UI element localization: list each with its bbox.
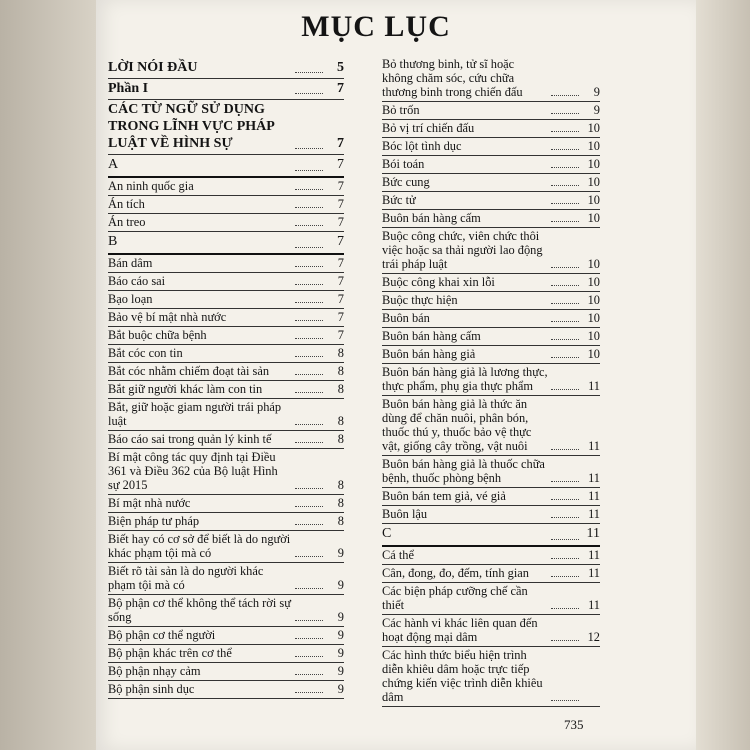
toc-leader-dots bbox=[551, 113, 579, 114]
toc-leader-dots bbox=[551, 149, 579, 150]
toc-leader-dots bbox=[551, 700, 579, 701]
scan-right-margin bbox=[690, 0, 750, 750]
toc-leader-dots bbox=[295, 656, 323, 657]
toc-entry bbox=[108, 345, 344, 363]
toc-leader-dots bbox=[551, 221, 579, 222]
toc-entry bbox=[108, 563, 344, 595]
toc-entry bbox=[108, 531, 344, 563]
toc-leader-dots bbox=[551, 185, 579, 186]
toc-entry bbox=[108, 291, 344, 309]
toc-entry-page: 7 bbox=[337, 256, 344, 270]
toc-leader-dots bbox=[551, 321, 579, 322]
toc-entry-page: 7 bbox=[337, 292, 344, 306]
toc-entry bbox=[382, 274, 600, 292]
toc-leader-dots bbox=[551, 608, 579, 609]
toc-leader-dots bbox=[295, 374, 323, 375]
toc-entry-page: 7 bbox=[337, 215, 344, 229]
toc-entry-page: 10 bbox=[587, 121, 600, 135]
toc-entry bbox=[382, 292, 600, 310]
toc-entry bbox=[382, 488, 600, 506]
toc-entry-title: Biện pháp tư pháp bbox=[108, 514, 200, 528]
toc-entry-page: 7 bbox=[337, 81, 344, 96]
toc-entry-title: Bộ phận sinh dục bbox=[108, 682, 195, 696]
toc-leader-dots bbox=[295, 266, 323, 267]
toc-leader-dots bbox=[295, 620, 323, 621]
toc-entry bbox=[108, 495, 344, 513]
toc-letter-heading bbox=[382, 524, 600, 547]
toc-entry bbox=[382, 328, 600, 346]
toc-leader-dots bbox=[551, 389, 579, 390]
toc-leader-dots bbox=[551, 558, 579, 559]
toc-entry-page: 8 bbox=[337, 478, 344, 492]
toc-entry bbox=[108, 363, 344, 381]
toc-leader-dots bbox=[551, 539, 579, 540]
toc-entry-page: 11 bbox=[588, 598, 600, 612]
book-page bbox=[96, 0, 696, 750]
toc-entry bbox=[382, 647, 600, 707]
toc-leader-dots bbox=[551, 303, 579, 304]
toc-entry bbox=[108, 681, 344, 699]
toc-leader-dots bbox=[295, 93, 323, 94]
toc-leader-dots bbox=[551, 167, 579, 168]
toc-entry-title: Buôn lậu bbox=[382, 507, 428, 521]
toc-leader-dots bbox=[551, 481, 579, 482]
toc-leader-dots bbox=[551, 640, 579, 641]
toc-leader-dots bbox=[551, 517, 579, 518]
toc-entry-title: Bắt cóc nhằm chiếm đoạt tài sản bbox=[108, 364, 270, 378]
toc-entry bbox=[108, 449, 344, 495]
toc-leader-dots bbox=[295, 284, 323, 285]
toc-entry bbox=[382, 138, 600, 156]
toc-entry-title: Buộc thực hiện bbox=[382, 293, 458, 307]
toc-entry bbox=[382, 506, 600, 524]
toc-entry bbox=[382, 56, 600, 102]
toc-entry-page: 7 bbox=[337, 157, 344, 172]
toc-entry-page: 7 bbox=[337, 234, 344, 249]
toc-entry-title: Cá thể bbox=[382, 548, 414, 562]
toc-entry bbox=[108, 381, 344, 399]
toc-entry bbox=[382, 615, 600, 647]
toc-entry-page: 11 bbox=[588, 548, 600, 562]
toc-entry bbox=[382, 156, 600, 174]
toc-entry-page: 9 bbox=[337, 628, 344, 642]
toc-entry-page: 10 bbox=[587, 211, 600, 225]
toc-entry-title: Bộ phận khác trên cơ thể bbox=[108, 646, 232, 660]
toc-entry bbox=[382, 310, 600, 328]
toc-entry-page: 9 bbox=[337, 646, 344, 660]
toc-entry-page: 10 bbox=[587, 329, 600, 343]
toc-entry-title: Bắt, giữ hoặc giam người trái pháp luật bbox=[108, 400, 282, 428]
page-title: MỤC LỤC bbox=[301, 10, 451, 43]
toc-entry bbox=[108, 513, 344, 531]
toc-entry-page: 11 bbox=[588, 379, 600, 393]
toc-entry-title: Buôn bán tem giả, vé giả bbox=[382, 489, 506, 503]
toc-leader-dots bbox=[295, 356, 323, 357]
page-number: 735 bbox=[564, 717, 584, 732]
toc-entry-title: Buôn bán hàng giả bbox=[382, 347, 476, 361]
toc-entry bbox=[382, 102, 600, 120]
toc-entry bbox=[382, 396, 600, 456]
toc-entry-page: 11 bbox=[588, 489, 600, 503]
toc-entry-page: 7 bbox=[337, 274, 344, 288]
toc-entry-title: Buôn bán hàng giả là lương thực, thực phẩm, phụ gia thực phẩm bbox=[382, 365, 548, 393]
toc-leader-dots bbox=[295, 338, 323, 339]
toc-entry bbox=[108, 214, 344, 232]
toc-entry-page: 11 bbox=[588, 471, 600, 485]
toc-entry-page: 7 bbox=[337, 179, 344, 193]
toc-entry bbox=[108, 309, 344, 327]
toc-entry-page: 10 bbox=[587, 175, 600, 189]
toc-leader-dots bbox=[551, 357, 579, 358]
toc-entry bbox=[382, 583, 600, 615]
toc-entry-page: 11 bbox=[588, 439, 600, 453]
toc-entry bbox=[382, 456, 600, 488]
toc-entry-title: B bbox=[108, 234, 118, 249]
toc-entry-title: Bạo loạn bbox=[108, 292, 153, 306]
toc-entry-title: Bức cung bbox=[382, 175, 430, 189]
toc-leader-dots bbox=[295, 556, 323, 557]
toc-entry-page: 8 bbox=[337, 514, 344, 528]
toc-entry-page: 9 bbox=[337, 578, 344, 592]
toc-leader-dots bbox=[551, 449, 579, 450]
toc-leader-dots bbox=[551, 95, 579, 96]
toc-entry bbox=[382, 346, 600, 364]
toc-entry-title: Bắt cóc con tin bbox=[108, 346, 183, 360]
toc-entry-title: Án tích bbox=[108, 197, 145, 211]
toc-entry-page: 8 bbox=[337, 382, 344, 396]
toc-leader-dots bbox=[551, 131, 579, 132]
toc-entry-page: 9 bbox=[593, 103, 600, 117]
toc-letter-heading bbox=[108, 155, 344, 178]
toc-entry-page: 8 bbox=[337, 414, 344, 428]
toc-entry-page: 5 bbox=[337, 60, 344, 75]
toc-leader-dots bbox=[295, 524, 323, 525]
toc-entry-title: Buôn bán hàng cấm bbox=[382, 329, 481, 343]
toc-entry-title: C bbox=[382, 526, 392, 541]
toc-entry-page: 10 bbox=[587, 311, 600, 325]
toc-leader-dots bbox=[295, 207, 323, 208]
toc-entry-title: A bbox=[108, 157, 119, 172]
toc-entry-title: Bắt buộc chữa bệnh bbox=[108, 328, 207, 342]
toc-entry-title: Bắt giữ người khác làm con tin bbox=[108, 382, 263, 396]
toc-entry-title: Buôn bán bbox=[382, 311, 430, 325]
toc-entry-title: Bỏ trốn bbox=[382, 103, 420, 117]
toc-entry bbox=[108, 100, 344, 155]
toc-entry-title: Bỏ vị trí chiến đấu bbox=[382, 121, 475, 135]
toc-leader-dots bbox=[295, 225, 323, 226]
toc-entry bbox=[382, 120, 600, 138]
toc-entry-title: Buôn bán hàng giả là thuốc chữa bệnh, thuốc phòng bệnh bbox=[382, 457, 545, 485]
toc-entry-page: 7 bbox=[337, 310, 344, 324]
toc-leader-dots bbox=[295, 72, 323, 73]
toc-entry-title: Bộ phận cơ thể người bbox=[108, 628, 216, 642]
toc-entry-page: 11 bbox=[588, 507, 600, 521]
toc-entry-title: Bức tử bbox=[382, 193, 416, 207]
toc-entry bbox=[108, 627, 344, 645]
toc-entry-title: Các hình thức biểu hiện trình diễn khiêu dâm hoặc trực tiếp chứng kiến việc trình diễn khiêu dâm bbox=[382, 648, 543, 704]
toc-entry-title: Bí mật công tác quy định tại Điều 361 và Điều 362 của Bộ luật Hình sự 2015 bbox=[108, 450, 278, 492]
toc-leader-dots bbox=[295, 424, 323, 425]
toc-entry-title: Phần I bbox=[108, 81, 149, 96]
toc-entry-title: Bói toán bbox=[382, 157, 425, 171]
toc-entry bbox=[108, 645, 344, 663]
toc-leader-dots bbox=[295, 148, 323, 149]
toc-entry-title: An ninh quốc gia bbox=[108, 179, 194, 193]
toc-entry-page: 9 bbox=[337, 546, 344, 560]
toc-leader-dots bbox=[295, 488, 323, 489]
toc-entry-title: LỜI NÓI ĐẦU bbox=[108, 60, 198, 75]
toc-entry-title: Buôn bán hàng giả là thức ăn dùng để chăn nuôi, phân bón, thuốc thú y, thuốc bảo vệ thực vật, giống cây trồng, vật nuôi bbox=[382, 397, 532, 453]
toc-entry-page: 10 bbox=[587, 193, 600, 207]
toc-left-column bbox=[108, 58, 344, 699]
toc-leader-dots bbox=[295, 506, 323, 507]
toc-entry-title: Bộ phận cơ thể không thể tách rời sự sống bbox=[108, 596, 291, 624]
toc-leader-dots bbox=[295, 320, 323, 321]
toc-entry-page: 8 bbox=[337, 346, 344, 360]
toc-entry-page: 11 bbox=[588, 566, 600, 580]
toc-leader-dots bbox=[295, 189, 323, 190]
toc-entry bbox=[108, 178, 344, 196]
toc-entry-title: Buộc công chức, viên chức thôi việc hoặc sa thải người lao động trái pháp luật bbox=[382, 229, 543, 271]
toc-leader-dots bbox=[295, 588, 323, 589]
toc-entry-title: Bảo vệ bí mật nhà nước bbox=[108, 310, 227, 324]
toc-leader-dots bbox=[295, 692, 323, 693]
toc-entry-title: Bóc lột tình dục bbox=[382, 139, 462, 153]
toc-leader-dots bbox=[295, 638, 323, 639]
scan-left-margin bbox=[0, 0, 96, 750]
toc-entry bbox=[382, 228, 600, 274]
toc-entry bbox=[108, 663, 344, 681]
toc-leader-dots bbox=[295, 674, 323, 675]
toc-entry bbox=[108, 431, 344, 449]
toc-entry-page: 9 bbox=[337, 664, 344, 678]
toc-entry-title: Biết hay có cơ sở để biết là do người khác phạm tội mà có bbox=[108, 532, 291, 560]
toc-entry-page: 10 bbox=[587, 257, 600, 271]
toc-entry bbox=[382, 174, 600, 192]
toc-entry-page: 10 bbox=[587, 275, 600, 289]
toc-entry bbox=[108, 255, 344, 273]
toc-entry-title: Bán dâm bbox=[108, 256, 153, 270]
toc-entry bbox=[108, 595, 344, 627]
toc-entry-page: 11 bbox=[586, 526, 600, 541]
toc-entry-title: Buộc công khai xin lỗi bbox=[382, 275, 495, 289]
toc-leader-dots bbox=[295, 247, 323, 248]
toc-entry-page: 9 bbox=[337, 610, 344, 624]
toc-entry-page: 10 bbox=[587, 347, 600, 361]
toc-entry bbox=[382, 565, 600, 583]
toc-entry-page: 10 bbox=[587, 293, 600, 307]
toc-entry bbox=[108, 327, 344, 345]
toc-leader-dots bbox=[295, 302, 323, 303]
toc-right-column bbox=[382, 56, 600, 707]
toc-entry-page: 7 bbox=[337, 328, 344, 342]
toc-entry bbox=[108, 273, 344, 291]
toc-entry bbox=[382, 210, 600, 228]
toc-leader-dots bbox=[551, 499, 579, 500]
toc-entry-title: Bộ phận nhạy cảm bbox=[108, 664, 201, 678]
toc-entry bbox=[382, 364, 600, 396]
toc-entry-title: Báo cáo sai trong quản lý kinh tế bbox=[108, 432, 272, 446]
toc-leader-dots bbox=[295, 442, 323, 443]
toc-leader-dots bbox=[551, 339, 579, 340]
toc-entry-title: Bỏ thương binh, tử sĩ hoặc không chăm sóc, cứu chữa thương binh trong chiến đấu bbox=[382, 57, 523, 99]
toc-entry bbox=[108, 196, 344, 214]
toc-entry-page: 9 bbox=[337, 682, 344, 696]
toc-entry-page: 7 bbox=[337, 136, 344, 151]
toc-entry-title: Án treo bbox=[108, 215, 146, 229]
toc-leader-dots bbox=[551, 203, 579, 204]
toc-leader-dots bbox=[295, 392, 323, 393]
toc-entry-title: Các biện pháp cưỡng chế cần thiết bbox=[382, 584, 528, 612]
toc-entry-page: 7 bbox=[337, 197, 344, 211]
toc-leader-dots bbox=[551, 285, 579, 286]
toc-entry bbox=[382, 547, 600, 565]
toc-entry-title: Biết rõ tài sản là do người khác phạm tội mà có bbox=[108, 564, 264, 592]
toc-entry-page: 8 bbox=[337, 496, 344, 510]
toc-entry-title: Các hành vi khác liên quan đến hoạt động mại dâm bbox=[382, 616, 538, 644]
toc-entry-page: 12 bbox=[587, 630, 600, 644]
toc-entry bbox=[108, 79, 344, 100]
toc-entry-page: 10 bbox=[587, 139, 600, 153]
toc-entry-title: Bí mật nhà nước bbox=[108, 496, 191, 510]
toc-entry bbox=[108, 399, 344, 431]
toc-leader-dots bbox=[551, 267, 579, 268]
toc-entry-page: 8 bbox=[337, 364, 344, 378]
toc-entry-title: Cân, đong, đo, đếm, tính gian bbox=[382, 566, 529, 580]
toc-entry-title: CÁC TỪ NGỮ SỬ DỤNG TRONG LĨNH VỰC PHÁP LUẬT VỀ HÌNH SỰ bbox=[108, 102, 275, 151]
toc-entry-title: Buôn bán hàng cấm bbox=[382, 211, 481, 225]
toc-entry-page: 8 bbox=[337, 432, 344, 446]
toc-entry-page: 10 bbox=[587, 157, 600, 171]
toc-entry-page: 9 bbox=[593, 85, 600, 99]
toc-entry bbox=[382, 192, 600, 210]
toc-leader-dots bbox=[551, 576, 579, 577]
toc-letter-heading bbox=[108, 232, 344, 255]
toc-entry-title: Báo cáo sai bbox=[108, 274, 166, 288]
toc-entry bbox=[108, 58, 344, 79]
toc-leader-dots bbox=[295, 170, 323, 171]
